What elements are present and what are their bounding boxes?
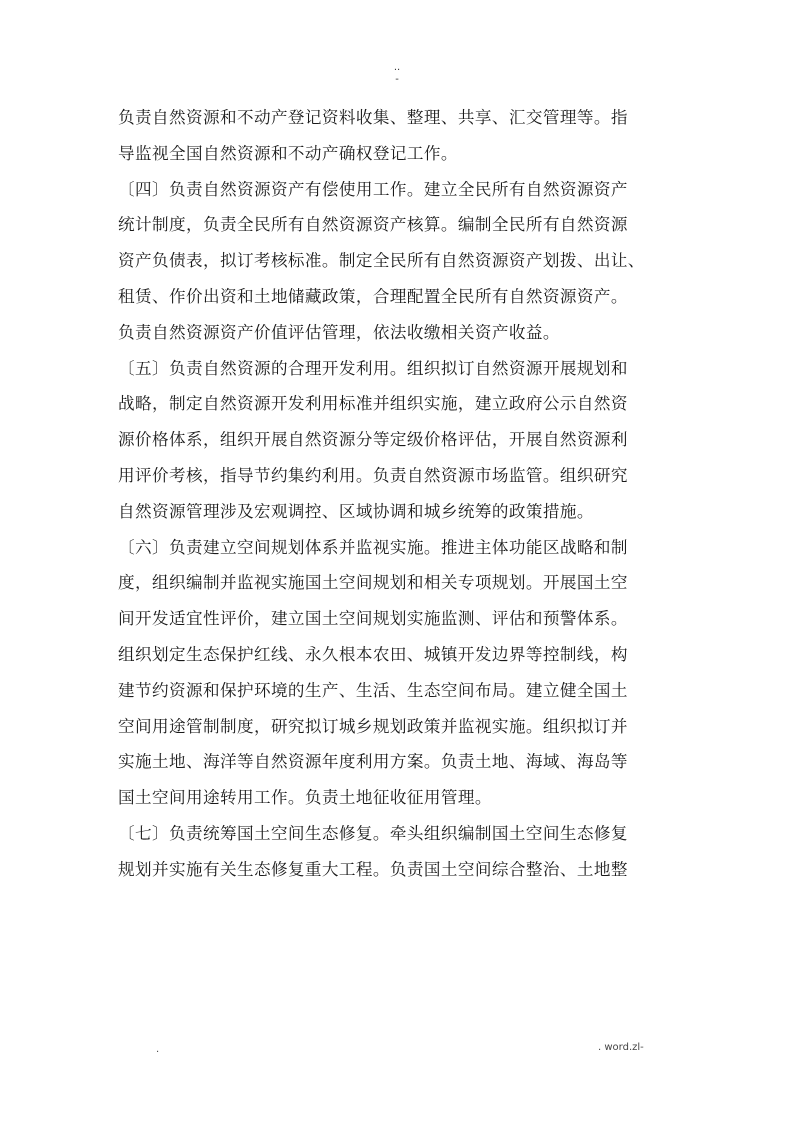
footer-left-mark: . [156,1044,160,1055]
text-line: 源价格体系，组织开展自然资源分等定级价格评估，开展自然资源利 [118,430,628,450]
text-line: 资产负债表，拟订考核标准。制定全民所有自然资源资产划拨、出让、 [118,251,645,271]
text-line: 负责自然资源资产价值评估管理，依法收缴相关资产收益。 [118,322,560,342]
text-line: 租赁、作价出资和土地储藏政策，合理配置全民所有自然资源资产。 [118,286,628,306]
footer-right-mark: . word.zl- [598,1042,644,1053]
text-line: 国土空间用途转用工作。负责土地征收征用管理。 [118,788,492,808]
text-line: 自然资源管理涉及宏观调控、区域协调和城乡统筹的政策措施。 [118,501,594,521]
text-line: 实施土地、海洋等自然资源年度利用方案。负责土地、海域、海岛等 [118,752,628,772]
text-line: 规划并实施有关生态修复重大工程。负责国土空间综合整治、土地整 [118,859,628,879]
text-line: 统计制度，负责全民所有自然资源资产核算。编制全民所有自然资源 [118,215,628,235]
text-line: 〔四〕负责自然资源资产有偿使用工作。建立全民所有自然资源资产 [118,179,628,199]
text-line: 负责自然资源和不动产登记资料收集、整理、共享、汇交管理等。指 [118,108,628,127]
page-header-mark: .. - [393,62,401,85]
text-line: 用评价考核，指导节约集约利用。负责自然资源市场监管。组织研究 [118,465,628,485]
document-body [118,100,678,888]
text-line: 战略，制定自然资源开发利用标准并组织实施，建立政府公示自然资 [118,394,628,414]
text-line: 间开发适宜性评价，建立国土空间规划实施监测、评估和预警体系。 [118,609,628,629]
text-line: 建节约资源和保护环境的生产、生活、生态空间布局。建立健全国土 [118,680,628,700]
text-line: 导监视全国自然资源和不动产确权登记工作。 [118,143,458,163]
text-line: 组织划定生态保护红线、永久根本农田、城镇开发边界等控制线，构 [118,644,628,664]
text-line: 空间用途管制制度，研究拟订城乡规划政策并监视实施。组织拟订并 [118,716,628,736]
text-line: 〔六〕负责建立空间规划体系并监视实施。推进主体功能区战略和制 [118,537,628,557]
text-line: 〔七〕负责统筹国土空间生态修复。牵头组织编制国土空间生态修复 [118,823,628,843]
text-line: 〔五〕负责自然资源的合理开发利用。组织拟订自然资源开展规划和 [118,358,628,378]
text-line: 度，组织编制并监视实施国土空间规划和相关专项规划。开展国土空 [118,573,628,593]
